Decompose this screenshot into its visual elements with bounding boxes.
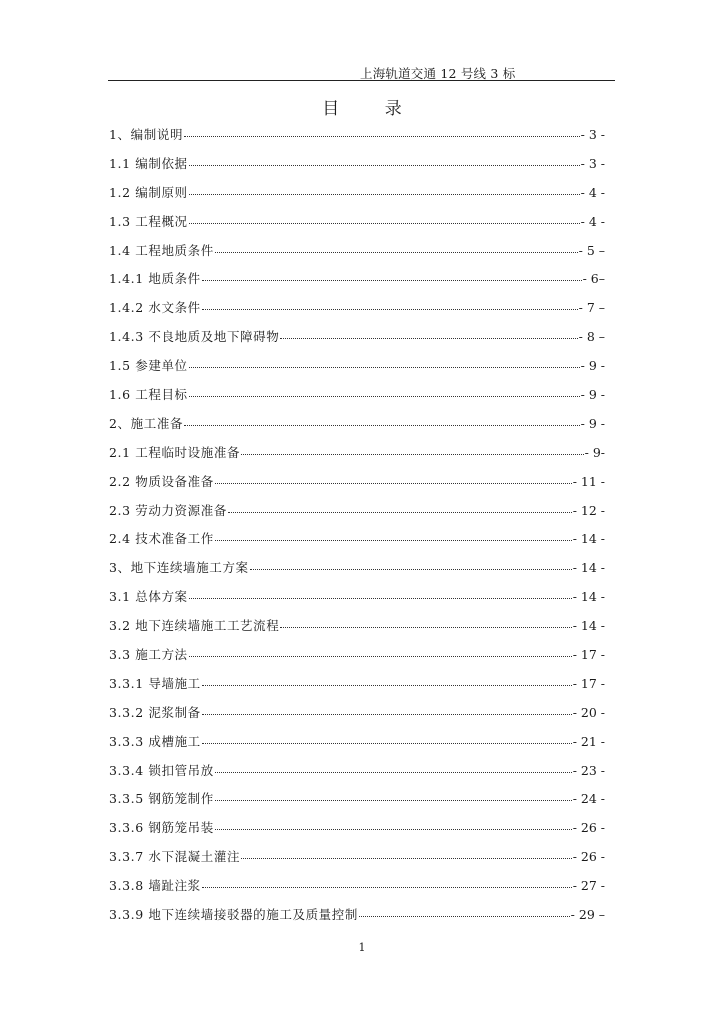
toc-entry-page: - 3 - — [580, 155, 605, 171]
toc-entry-page: - 11 - — [572, 473, 605, 489]
toc-entry[interactable] — [109, 876, 605, 905]
toc-dot-leader — [202, 308, 578, 310]
toc-entry[interactable] — [109, 327, 605, 356]
toc-entry-label: 3.2 地下连续墙施工工艺流程 — [109, 618, 280, 634]
toc-entry-page: - 27 - — [572, 878, 605, 894]
running-header: 上海轨道交通 12 号线 3 标 — [360, 66, 516, 81]
toc-entry-page: - 4 - — [580, 213, 605, 229]
toc-dot-leader — [184, 424, 580, 426]
toc-entry-page: - 14 - — [572, 589, 605, 605]
toc-dot-leader — [189, 395, 580, 397]
toc-entry[interactable] — [109, 385, 605, 414]
toc-entry-page: - 21 - — [572, 733, 605, 749]
toc-entry[interactable] — [109, 645, 605, 674]
toc-entry-page: - 4 - — [580, 184, 605, 200]
toc-dot-leader — [202, 279, 582, 281]
toc-entry[interactable] — [109, 241, 605, 270]
toc-entry-label: 1.1 编制依据 — [109, 155, 188, 171]
toc-entry[interactable] — [109, 154, 605, 183]
toc-entry[interactable] — [109, 847, 605, 876]
toc-entry-label: 2、施工准备 — [109, 415, 184, 431]
toc-entry[interactable] — [109, 789, 605, 818]
toc-dot-leader — [215, 828, 572, 830]
toc-entry-page: - 9 - — [580, 358, 605, 374]
toc-entry-label: 3.3.9 地下连续墙接驳器的施工及质量控制 — [109, 907, 358, 923]
toc-dot-leader — [189, 366, 580, 368]
toc-entry[interactable] — [109, 703, 605, 732]
toc-entry-page: - 24 - — [572, 791, 605, 807]
toc-entry[interactable] — [109, 472, 605, 501]
page-number: 1 — [358, 941, 366, 954]
toc-entry-label: 1.5 参建单位 — [109, 358, 188, 374]
toc-entry[interactable] — [109, 558, 605, 587]
toc-dot-leader — [241, 453, 584, 455]
toc-dot-leader — [184, 135, 580, 137]
toc-dot-leader — [202, 684, 572, 686]
toc-dot-leader — [241, 857, 572, 859]
toc-entry-label: 3.1 总体方案 — [109, 589, 188, 605]
toc-entry[interactable] — [109, 125, 605, 154]
toc-entry-page: - 6– — [582, 271, 605, 287]
toc-entry-label: 2.4 技术准备工作 — [109, 531, 214, 547]
toc-entry-page: - 12 - — [572, 502, 605, 518]
toc-entry-page: - 9 - — [580, 387, 605, 403]
toc-entry[interactable] — [109, 587, 605, 616]
toc-entry[interactable] — [109, 298, 605, 327]
toc-entry[interactable] — [109, 905, 605, 934]
toc-dot-leader — [189, 597, 572, 599]
toc-dot-leader — [202, 886, 572, 888]
toc-entry-label: 1.6 工程目标 — [109, 387, 188, 403]
toc-entry-page: - 8 – — [578, 329, 605, 345]
toc-dot-leader — [189, 193, 580, 195]
toc-entry-page: - 7 – — [578, 300, 605, 316]
toc-entry[interactable] — [109, 501, 605, 530]
toc-entry[interactable] — [109, 269, 605, 298]
toc-entry-page: - 23 - — [572, 762, 605, 778]
toc-entry-label: 3.3.1 导墙施工 — [109, 675, 201, 691]
toc-dot-leader — [280, 626, 571, 628]
toc-entry-label: 3.3.7 水下混凝土灌注 — [109, 849, 241, 865]
toc-entry-page: - 14 - — [572, 618, 605, 634]
toc-entry-page: - 9- — [584, 444, 605, 460]
toc-dot-leader — [202, 713, 572, 715]
toc-entry-label: 3、地下连续墙施工方案 — [109, 560, 249, 576]
toc-entry-label: 1.4.1 地质条件 — [109, 271, 201, 287]
toc-entry-page: - 26 - — [572, 820, 605, 836]
toc-entry[interactable] — [109, 212, 605, 241]
toc-dot-leader — [228, 511, 572, 513]
toc-dot-leader — [250, 568, 572, 570]
toc-entry-page: - 29 – — [570, 907, 605, 923]
toc-entry-label: 3.3.4 锁扣管吊放 — [109, 762, 214, 778]
toc-entry[interactable] — [109, 529, 605, 558]
toc-entry-label: 1、编制说明 — [109, 127, 184, 142]
toc-dot-leader — [359, 915, 570, 917]
toc-entry[interactable] — [109, 183, 605, 212]
toc-entry-page: - 14 - — [572, 531, 605, 547]
toc-entry-label: 3.3.3 成槽施工 — [109, 733, 201, 749]
toc-dot-leader — [202, 742, 572, 744]
toc-list — [109, 125, 605, 934]
toc-entry-label: 1.4 工程地质条件 — [109, 242, 214, 258]
toc-entry[interactable] — [109, 732, 605, 761]
toc-entry-page: - 9 - — [580, 415, 605, 431]
toc-entry-page: - 20 - — [572, 704, 605, 720]
toc-entry-page: - 5 – — [578, 242, 605, 258]
toc-dot-leader — [189, 655, 572, 657]
toc-entry-label: 2.1 工程临时设施准备 — [109, 444, 241, 460]
toc-entry-page: - 17 - — [572, 675, 605, 691]
toc-entry-label: 1.4.3 不良地质及地下障碍物 — [109, 329, 280, 345]
toc-entry-label: 1.2 编制原则 — [109, 184, 188, 200]
toc-entry-page: - 26 - — [572, 849, 605, 865]
toc-dot-leader — [215, 251, 578, 253]
toc-entry-label: 3.3.8 墙趾注浆 — [109, 878, 201, 894]
toc-entry[interactable] — [109, 761, 605, 790]
toc-dot-leader — [189, 222, 580, 224]
toc-entry-page: - 3 - — [580, 127, 605, 142]
toc-entry-label: 3.3.5 钢筋笼制作 — [109, 791, 214, 807]
toc-entry[interactable] — [109, 414, 605, 443]
toc-entry[interactable] — [109, 818, 605, 847]
toc-dot-leader — [215, 539, 572, 541]
toc-entry-label: 3.3.2 泥浆制备 — [109, 704, 201, 720]
toc-entry[interactable] — [109, 674, 605, 703]
toc-entry[interactable] — [109, 616, 605, 645]
toc-dot-leader — [215, 482, 572, 484]
toc-entry[interactable] — [109, 443, 605, 472]
toc-dot-leader — [215, 771, 572, 773]
toc-entry-label: 1.4.2 水文条件 — [109, 300, 201, 316]
toc-entry-label: 3.3 施工方法 — [109, 647, 188, 663]
toc-entry-label: 2.2 物质设备准备 — [109, 473, 214, 489]
toc-dot-leader — [215, 799, 572, 801]
toc-title: 目 录 — [322, 99, 422, 119]
toc-entry[interactable] — [109, 356, 605, 385]
toc-entry-page: - 17 - — [572, 647, 605, 663]
toc-dot-leader — [189, 164, 580, 166]
toc-entry-label: 3.3.6 钢筋笼吊装 — [109, 820, 214, 836]
toc-entry-label: 1.3 工程概况 — [109, 213, 188, 229]
toc-entry-label: 2.3 劳动力资源准备 — [109, 502, 227, 518]
toc-entry-page: - 14 - — [572, 560, 605, 576]
header-rule — [108, 80, 615, 81]
toc-dot-leader — [280, 337, 577, 339]
